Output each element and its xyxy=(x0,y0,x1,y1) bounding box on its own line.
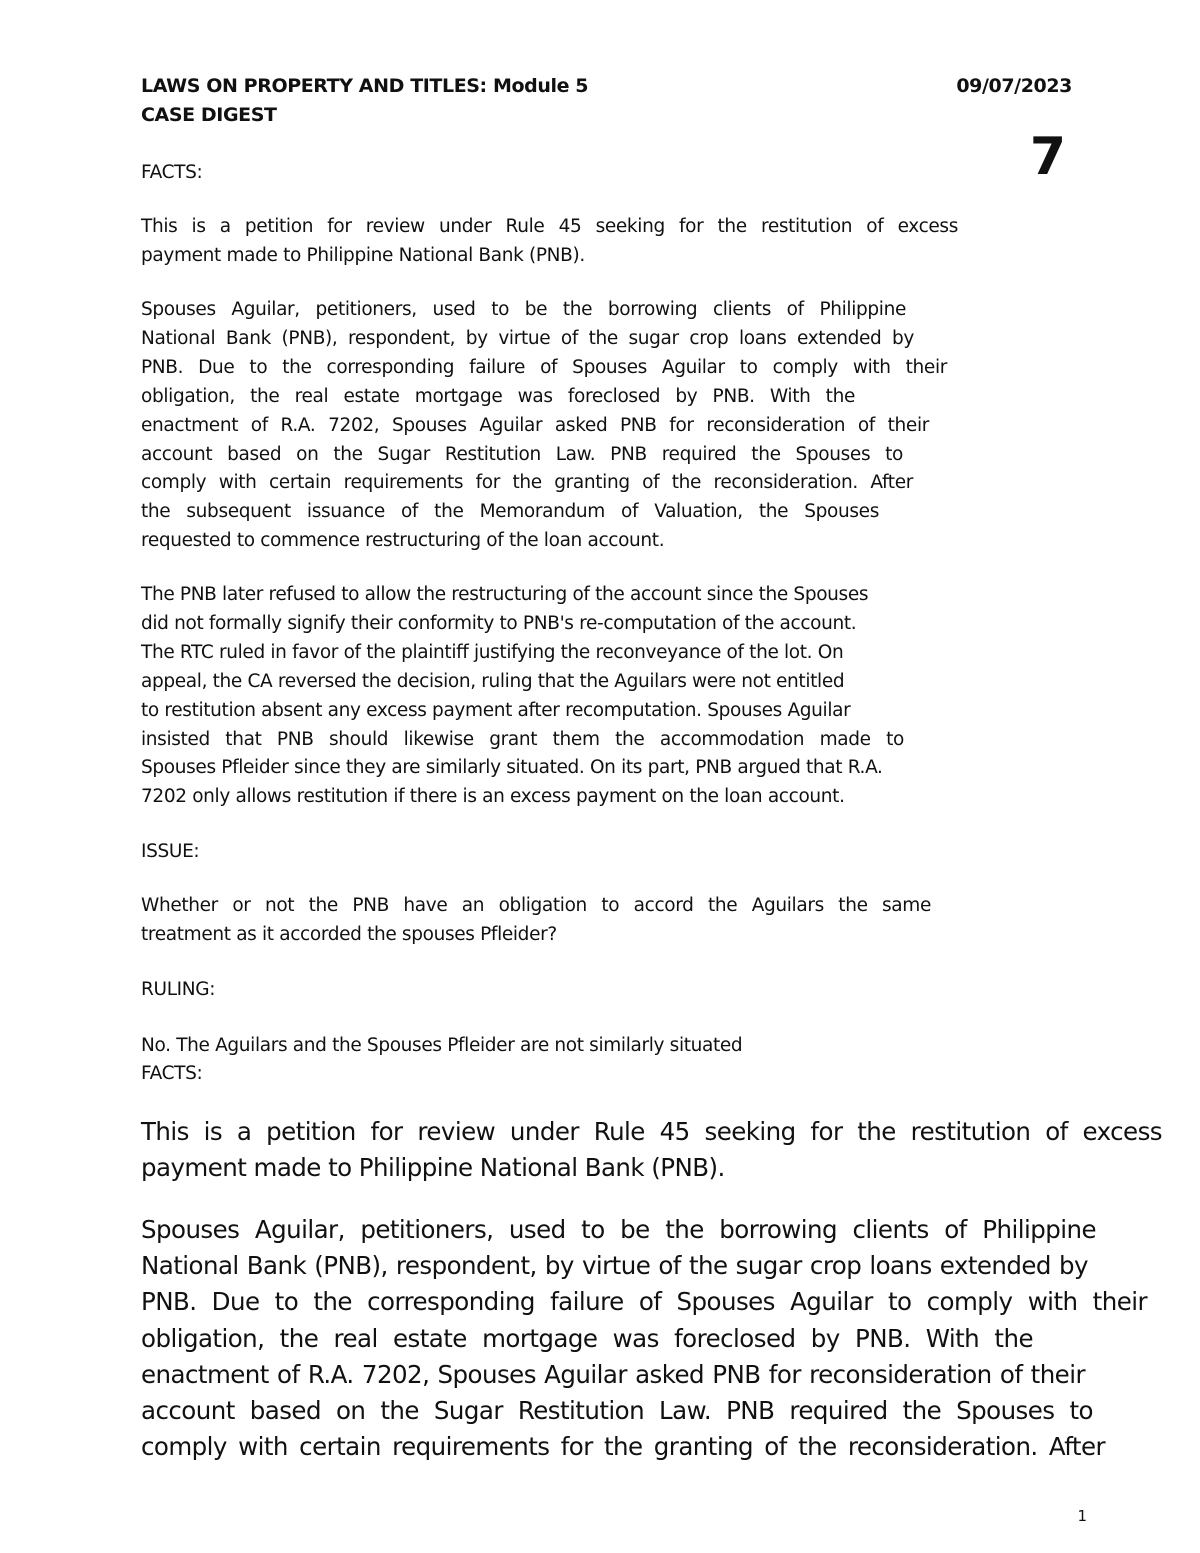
text-line: requested to commence restructuring of the loan account. xyxy=(141,530,665,552)
large-paragraph-2 xyxy=(141,1212,1147,1465)
page-number: 1 xyxy=(1077,1507,1087,1525)
text-line: did not formally signify their conformity to PNB's re-computation of the account. xyxy=(141,612,857,634)
text-line: enactment of R.A. 7202, Spouses Aguilar asked PNB for reconsideration of their xyxy=(141,1359,1085,1389)
text-line: account based on the Sugar Restitution Law. PNB required the Spouses to xyxy=(141,1396,1093,1426)
text-line: 7202 only allows restitution if there is an excess payment on the loan account. xyxy=(141,786,845,808)
text-line: This is a petition for review under Rule 45 seeking for the restitution of excess xyxy=(141,1117,1162,1146)
text-line: The RTC ruled in favor of the plaintiff justifying the reconveyance of the lot. On xyxy=(141,641,844,663)
text-line: appeal, the CA reversed the decision, ruling that the Aguilars were not entitled xyxy=(141,670,845,692)
text-line: National Bank (PNB), respondent, by virtue of the sugar crop loans extended by xyxy=(141,1251,1088,1281)
document-date: 09/07/2023 xyxy=(956,75,1072,97)
text-line: payment made to Philippine National Bank (PNB). xyxy=(141,1153,725,1183)
text-line: treatment as it accorded the spouses Pfleider? xyxy=(141,923,557,945)
text-line: insisted that PNB should likewise grant them the accommodation made to xyxy=(141,728,904,750)
text-line: PNB. Due to the corresponding failure of Spouses Aguilar to comply with their xyxy=(141,356,947,378)
ruling-heading: RULING: xyxy=(141,979,216,1000)
text-line: the subsequent issuance of the Memorandum of Valuation, the Spouses xyxy=(141,501,879,523)
text-line: This is a petition for review under Rule 45 seeking for the restitution of excess xyxy=(141,216,958,237)
text-line: payment made to Philippine National Bank (PNB). xyxy=(141,244,585,266)
text-line: Whether or not the PNB have an obligation to accord the Aguilars the same xyxy=(141,895,931,916)
text-line: The PNB later refused to allow the restructuring of the account since the Spouses xyxy=(141,584,869,605)
issue-paragraph xyxy=(141,892,931,950)
facts-heading-repeat: FACTS: xyxy=(141,1063,203,1084)
case-number: 7 xyxy=(1029,127,1066,187)
text-line: enactment of R.A. 7202, Spouses Aguilar asked PNB for reconsideration of their xyxy=(141,414,929,436)
large-paragraph-1 xyxy=(141,1114,1162,1186)
text-line: obligation, the real estate mortgage was foreclosed by PNB. With the xyxy=(141,385,855,407)
text-line: comply with certain requirements for the granting of the reconsideration. After xyxy=(141,1432,1105,1462)
text-line: obligation, the real estate mortgage was foreclosed by PNB. With the xyxy=(141,1323,1033,1353)
facts-heading: FACTS: xyxy=(141,162,203,183)
text-line: Spouses Aguilar, petitioners, used to be the borrowing clients of Philippine xyxy=(141,1215,1096,1244)
facts-paragraph-1 xyxy=(141,213,958,271)
document-subtitle: CASE DIGEST xyxy=(141,104,277,126)
text-line: Spouses Aguilar, petitioners, used to be the borrowing clients of Philippine xyxy=(141,299,906,320)
text-line: Spouses Pfleider since they are similarly situated. On its part, PNB argued that R.A. xyxy=(141,757,883,779)
text-line: National Bank (PNB), respondent, by virtue of the sugar crop loans extended by xyxy=(141,327,914,349)
text-line: comply with certain requirements for the granting of the reconsideration. After xyxy=(141,472,913,494)
text-line: account based on the Sugar Restitution Law. PNB required the Spouses to xyxy=(141,443,903,465)
facts-paragraph-3 xyxy=(141,581,904,812)
text-line: to restitution absent any excess payment after recomputation. Spouses Aguilar xyxy=(141,699,851,721)
facts-paragraph-2 xyxy=(141,296,947,556)
document-title: LAWS ON PROPERTY AND TITLES: Module 5 xyxy=(141,75,589,97)
text-line: PNB. Due to the corresponding failure of Spouses Aguilar to comply with their xyxy=(141,1287,1147,1317)
issue-heading: ISSUE: xyxy=(141,841,200,862)
ruling-text: No. The Aguilars and the Spouses Pfleider are not similarly situated xyxy=(141,1035,743,1056)
